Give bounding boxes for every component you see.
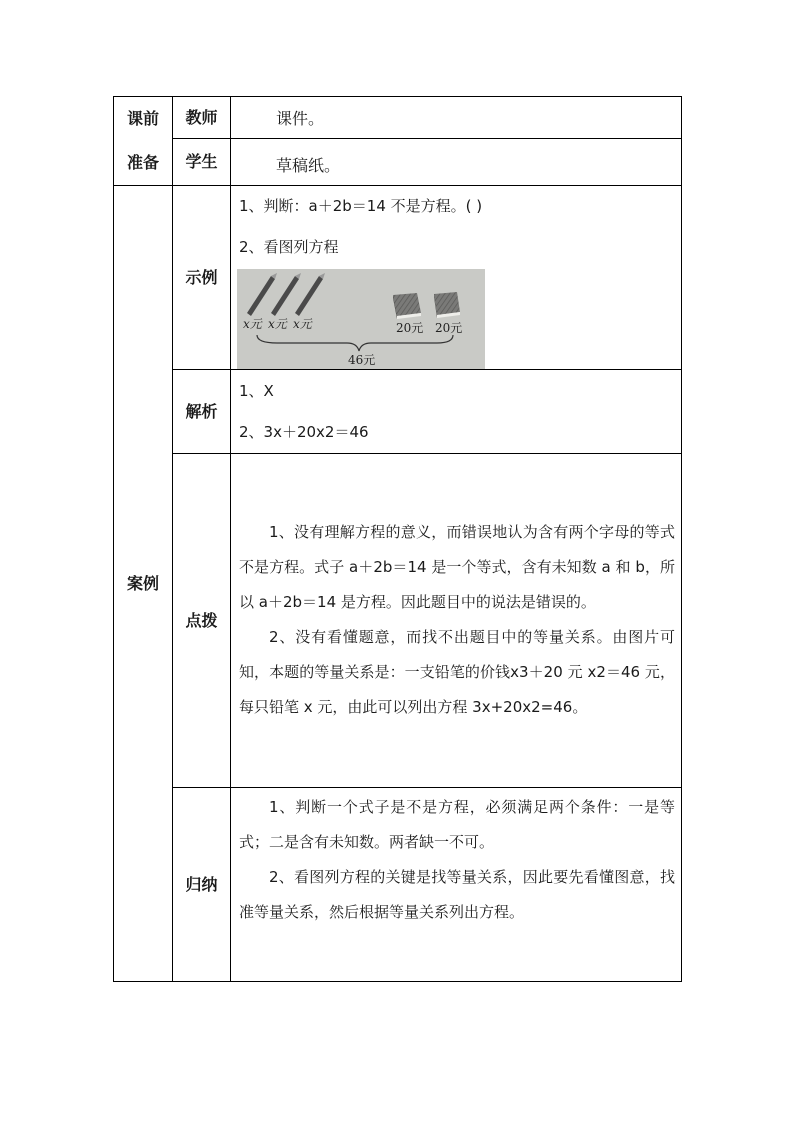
analysis-answer-1: 1、X — [239, 381, 274, 400]
analysis-content — [231, 370, 682, 454]
prep-label-line1: 课前 — [126, 109, 159, 128]
summary-content — [231, 788, 682, 982]
book-price-label: 20元 — [396, 321, 424, 335]
example-row — [114, 186, 682, 370]
summary-row — [114, 788, 682, 982]
summary-paragraph-1: 1、判断一个式子是不是方程，必须满足两个条件：一是等式；二是含有未知数。两者缺一不可。 — [239, 798, 675, 851]
example-figure — [237, 269, 485, 369]
summary-label: 归纳 — [173, 788, 231, 982]
prep-teacher-row — [114, 97, 682, 139]
tips-paragraph-2: 2、没有看懂题意，而找不出题目中的等量关系。由图片可知，本题的等量关系是：一支铅笔的价钱x3＋20 元 x2＝46 元，每只铅笔 x 元，由此可以列出方程 3x+20x2=46。 — [239, 627, 675, 716]
analysis-row — [114, 370, 682, 454]
prep-label-cell — [114, 97, 173, 186]
student-text: 草稿纸。 — [231, 139, 682, 186]
tips-row — [114, 454, 682, 788]
analysis-label: 解析 — [173, 370, 231, 454]
example-question-2: 2、看图列方程 — [239, 238, 339, 256]
example-label: 示例 — [173, 186, 231, 370]
tips-content — [231, 454, 682, 788]
tips-label: 点拨 — [173, 454, 231, 788]
book-icon — [434, 292, 460, 318]
lesson-plan-table — [113, 96, 682, 982]
book-icon — [393, 293, 421, 319]
pencil-price-label: x元 — [268, 317, 287, 331]
prep-label-line2: 准备 — [126, 153, 159, 172]
teacher-label: 教师 — [173, 97, 231, 139]
pencil-price-label: x元 — [243, 317, 262, 331]
analysis-answer-2: 2、3x＋20x2＝46 — [239, 422, 369, 441]
case-label: 案例 — [114, 186, 173, 982]
teacher-text: 课件。 — [231, 97, 682, 139]
pencil-price-label: x元 — [293, 317, 312, 331]
summary-paragraph-2: 2、看图列方程的关键是找等量关系，因此要先看懂图意，找准等量关系，然后根据等量关系列出方程。 — [239, 868, 675, 921]
prep-student-row — [114, 139, 682, 186]
total-price-label: 46元 — [348, 353, 376, 367]
example-question-1: 1、判断：a＋2b＝14 不是方程。( ) — [239, 197, 483, 215]
student-label: 学生 — [173, 139, 231, 186]
example-content — [231, 186, 682, 370]
book-price-label: 20元 — [435, 321, 463, 335]
tips-paragraph-1: 1、没有理解方程的意义，而错误地认为含有两个字母的等式不是方程。式子 a＋2b＝14 是一个等式，含有未知数 a 和 b，所以 a＋2b＝14 是方程。因此题目中的说法是错误的。 — [239, 522, 675, 611]
